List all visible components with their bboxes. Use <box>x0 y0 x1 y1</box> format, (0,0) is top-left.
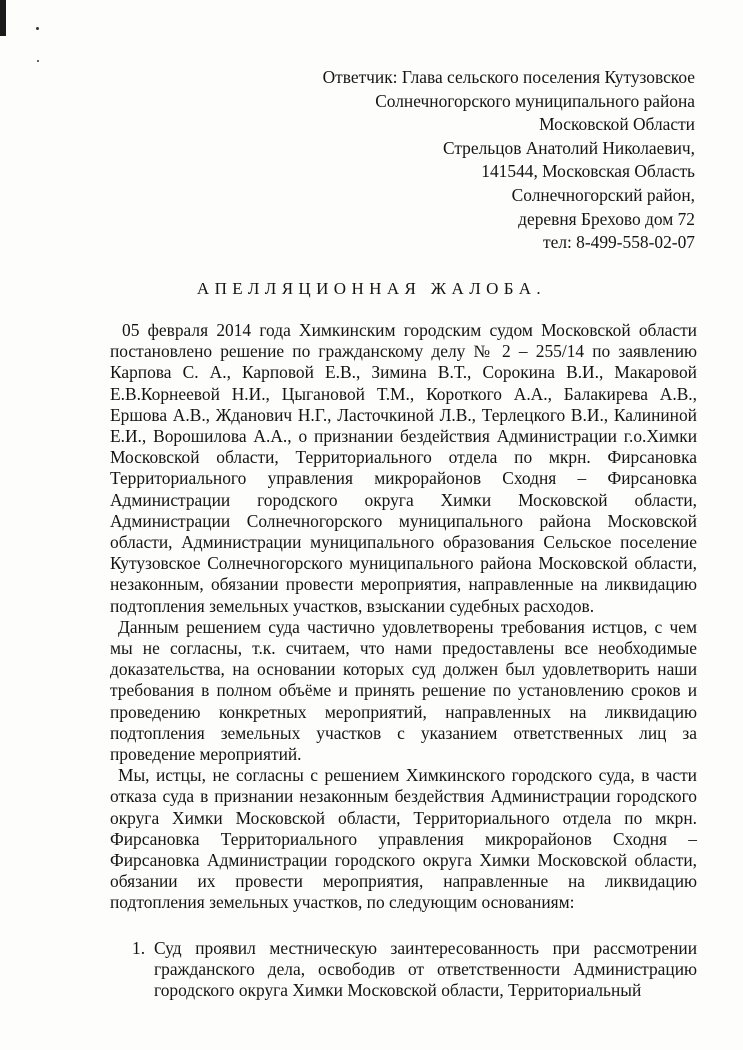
list-item-text: Суд проявил местническую заинтересованность при рассмотрении гражданского дела, освободив от ответственности Администрацию городского округа Химки Московской области, Территориальный <box>154 937 697 1001</box>
addressee-line: деревня Брехово дом 72 <box>518 208 695 229</box>
list-item-number: 1. <box>132 937 146 958</box>
document-title: АПЕЛЛЯЦИОННАЯ ЖАЛОБА. <box>196 279 547 298</box>
body-paragraph: Мы, истцы, не согласны с решением Химкинского городского суда, в части отказа суда в признании незаконным бездействия Администрации городского округа Химки Московской области, Территориального отдела по мкрн. Фирсановка Территориального управления микрорайонов Сходня – Фирсановка Администрации городского округа Химки Московской области, обязании их провести мероприятия, направленные на ликвидацию подтопления земельных участков, по следующим основаниям: <box>110 765 697 913</box>
grounds-list <box>110 938 697 1002</box>
addressee-line: Стрельцов Анатолий Николаевич, <box>442 137 695 158</box>
body-paragraph: Данным решением суда частично удовлетворены требования истцов, с чем мы не согласны, т.к. считаем, что нами предоставлены все необходимые доказательства, на основании которых суд должен был удовлетворить наши требования в полном объёме и принять решение по установлению сроков и проведению конкретных мероприятий, направленных на ликвидацию подтопления земельных участков с указанием ответственных лиц за проведение мероприятий. <box>110 616 697 765</box>
addressee-line: 141544, Московская Область <box>481 161 695 182</box>
scan-speck <box>36 27 39 30</box>
addressee-block <box>235 66 695 255</box>
list-item <box>110 938 697 1002</box>
addressee-line: Московской Области <box>539 114 695 135</box>
scan-speck <box>37 60 39 62</box>
document-body <box>110 320 697 1001</box>
addressee-line: тел: 8-499-558-02-07 <box>543 232 695 253</box>
addressee-line: Солнечногорского муниципального района <box>375 90 695 111</box>
body-paragraph: 05 февраля 2014 года Химкинским городским судом Московской области постановлено решение по гражданскому делу № 2 – 255/14 по заявлению Карпова С. А., Карповой Е.В., Зимина В.Т., Сорокина В.И., Макаровой Е.В.Корнеевой Н.И., Цыгановой Т.М., Короткого А.А., Балакирева А.В., Ершова А.В., Жданович Н.Г., Ласточкиной Л.В., Терлецкого В.И., Калининой Е.И., Ворошилова А.А., о признании бездействия Администрации г.о.Химки Московской области, Территориального отдела по мкрн. Фирсановка Территориального управления микрорайонов Сходня – Фирсановка Администрации городского округа Химки Московской области, Администрации Солнечногорского муниципального района Московской области, Администрации муниципального образования Сельское поселение Кутузовское Солнечногорского муниципального района Московской области, незаконным, обязании провести мероприятия, направленные на ликвидацию подтопления земельных участков, взыскании судебных расходов. <box>110 320 697 616</box>
scan-edge-mark <box>0 0 6 36</box>
addressee-line: Солнечногорский район, <box>511 184 695 205</box>
addressee-line: Ответчик: Глава сельского поселения Кутузовское <box>322 67 695 87</box>
